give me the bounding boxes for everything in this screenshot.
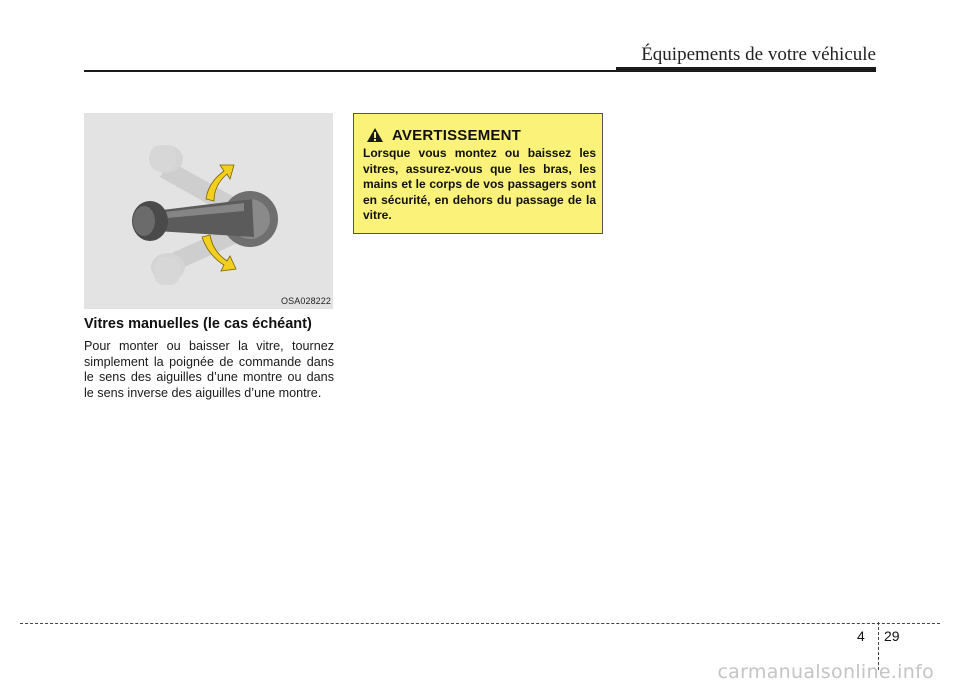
page-number: 29	[884, 628, 900, 644]
warning-box	[353, 113, 603, 234]
warning-triangle-icon	[366, 127, 384, 143]
section-body: Pour monter ou baisser la vitre, tournez simplement la poignée de commande dans le sens des aiguilles d’une montre ou dans le sens inverse des aiguilles d’une montre.	[84, 339, 334, 400]
window-crank-figure	[84, 113, 333, 309]
watermark: carmanualsonline.info	[717, 661, 934, 683]
section-heading: Vitres manuelles (le cas échéant)	[84, 316, 312, 332]
header-title: Équipements de votre véhicule	[641, 44, 876, 65]
figure-code: OSA028222	[281, 296, 331, 306]
warning-body: Lorsque vous montez ou baissez les vitres, assurez-vous que les bras, les mains et le corps de vos passagers sont en sécurité, en dehors du passage de la vitre.	[363, 146, 596, 222]
header-rule-accent	[616, 67, 876, 72]
warning-title: AVERTISSEMENT	[392, 126, 522, 144]
window-crank-illustration	[84, 113, 333, 309]
footer-rule	[20, 623, 940, 624]
warning-header	[366, 124, 521, 146]
chapter-number: 4	[857, 628, 865, 644]
